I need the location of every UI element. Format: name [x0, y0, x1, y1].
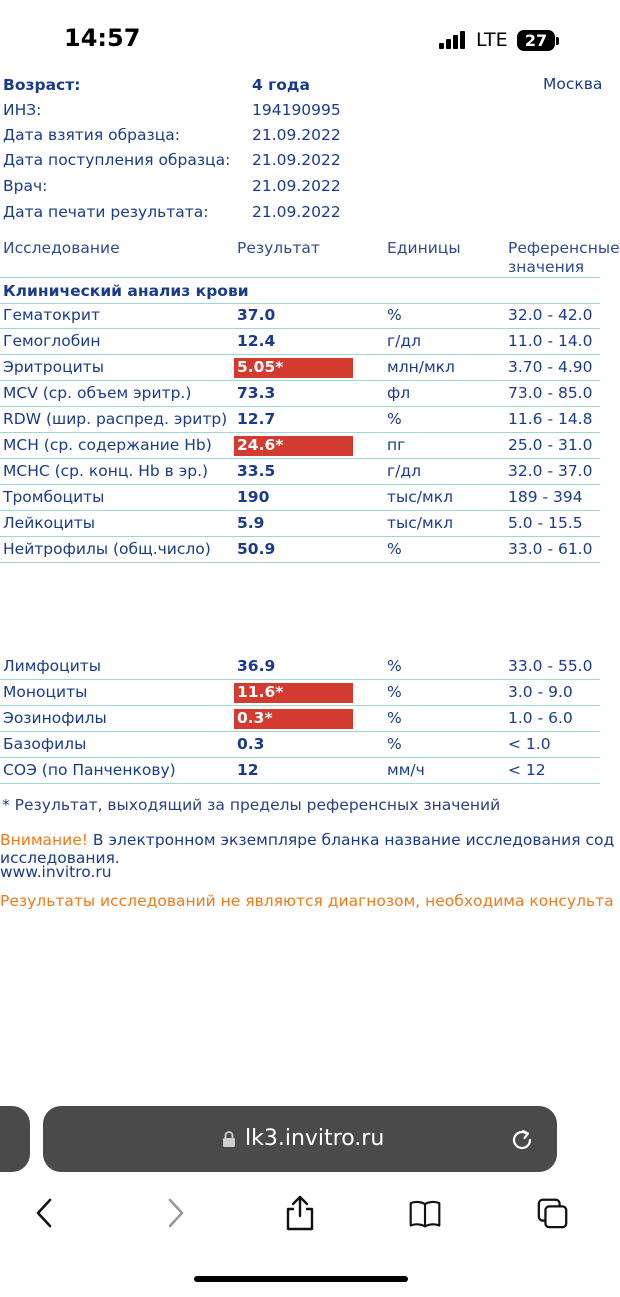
row-divider	[0, 757, 600, 758]
age-label: Возраст:	[3, 76, 81, 94]
row-units: мм/ч	[387, 761, 425, 779]
row-ref: 33.0 - 55.0	[508, 657, 593, 675]
battery-nub	[556, 37, 559, 45]
row-result: 0.3	[237, 735, 265, 753]
row-ref: 33.0 - 61.0	[508, 540, 593, 558]
row-name: СОЭ (по Панченкову)	[3, 761, 176, 779]
warning-text: В электронном экземпляре бланка название исследования сод	[88, 831, 615, 849]
row-divider	[0, 679, 600, 680]
reload-icon[interactable]	[509, 1127, 535, 1153]
table-divider	[0, 303, 600, 304]
row-ref: 32.0 - 42.0	[508, 306, 593, 324]
row-divider	[0, 484, 600, 485]
row-name: Лейкоциты	[3, 514, 96, 532]
col-header-study: Исследование	[3, 239, 120, 257]
row-divider	[0, 562, 600, 563]
row-result: 37.0	[237, 306, 276, 324]
forward-icon[interactable]	[158, 1194, 192, 1232]
row-divider	[0, 406, 600, 407]
row-ref: 3.0 - 9.0	[508, 683, 573, 701]
row-ref: 11.6 - 14.8	[508, 410, 593, 428]
row-units: фл	[387, 384, 411, 402]
row-name: Базофилы	[3, 735, 87, 753]
warning-label: Внимание!	[0, 831, 88, 849]
col-header-ref-line2: значения	[508, 258, 585, 276]
field-value-receipt-date: 21.09.2022	[252, 151, 341, 169]
row-name: Моноциты	[3, 683, 88, 701]
row-result: 33.5	[237, 462, 276, 480]
col-header-result: Результат	[237, 239, 320, 257]
row-ref: 5.0 - 15.5	[508, 514, 583, 532]
row-units: тыс/мкл	[387, 514, 453, 532]
row-ref: 1.0 - 6.0	[508, 709, 573, 727]
row-result: 11.6*	[237, 683, 284, 701]
col-header-ref-line1: Референсные	[508, 239, 620, 257]
row-name: MCH (ср. содержание Hb)	[3, 436, 212, 454]
row-ref: < 1.0	[508, 735, 551, 753]
row-ref: 11.0 - 14.0	[508, 332, 593, 350]
notice-warning	[0, 831, 614, 849]
bookmarks-icon[interactable]	[408, 1194, 442, 1232]
lock-icon	[222, 1131, 236, 1147]
battery-icon: 27	[517, 30, 555, 51]
row-result: 5.05*	[237, 358, 284, 376]
row-ref: 32.0 - 37.0	[508, 462, 593, 480]
field-label-receipt-date: Дата поступления образца:	[3, 151, 231, 169]
col-header-units: Единицы	[387, 239, 461, 257]
row-ref: 189 - 394	[508, 488, 583, 506]
footnote: * Результат, выходящий за пределы референсных значений	[2, 796, 501, 814]
row-name: Эозинофилы	[3, 709, 107, 727]
row-name: Лимфоциты	[3, 657, 102, 675]
row-divider	[0, 354, 600, 355]
row-divider	[0, 432, 600, 433]
row-result: 5.9	[237, 514, 265, 532]
row-units: %	[387, 410, 402, 428]
disclaimer: Результаты исследований не являются диагнозом, необходима консульта	[0, 892, 614, 910]
field-value-sample-date: 21.09.2022	[252, 126, 341, 144]
row-divider	[0, 380, 600, 381]
row-units: %	[387, 735, 402, 753]
row-result: 50.9	[237, 540, 276, 558]
field-value-doctor: 21.09.2022	[252, 177, 341, 195]
row-units: пг	[387, 436, 406, 454]
row-result: 12.4	[237, 332, 276, 350]
field-value-print-date: 21.09.2022	[252, 203, 341, 221]
previous-tab-stub[interactable]	[0, 1106, 30, 1172]
row-name: Гемоглобин	[3, 332, 101, 350]
table-divider	[0, 277, 600, 278]
field-label-print-date: Дата печати результата:	[3, 203, 209, 221]
row-divider	[0, 536, 600, 537]
city: Москва	[543, 75, 603, 93]
browser-toolbar	[0, 1090, 600, 1297]
row-name: RDW (шир. распред. эритр)	[3, 410, 228, 428]
row-units: г/дл	[387, 462, 421, 480]
url-text[interactable]: lk3.invitro.ru	[245, 1126, 385, 1151]
home-indicator[interactable]	[194, 1276, 408, 1282]
row-divider	[0, 731, 600, 732]
share-icon[interactable]	[283, 1194, 317, 1232]
row-divider	[0, 510, 600, 511]
row-result: 12.7	[237, 410, 276, 428]
row-name: Гематокрит	[3, 306, 100, 324]
row-name: Эритроциты	[3, 358, 104, 376]
warning-line2: исследования.	[0, 849, 120, 867]
row-units: тыс/мкл	[387, 488, 453, 506]
row-name: MCV (ср. объем эритр.)	[3, 384, 192, 402]
row-divider	[0, 705, 600, 706]
row-units: %	[387, 683, 402, 701]
signal-icon	[439, 31, 465, 49]
row-divider	[0, 328, 600, 329]
row-ref: 25.0 - 31.0	[508, 436, 593, 454]
row-result: 36.9	[237, 657, 276, 675]
row-ref: < 12	[508, 761, 546, 779]
row-units: %	[387, 540, 402, 558]
row-ref: 73.0 - 85.0	[508, 384, 593, 402]
age-value: 4 года	[252, 76, 310, 94]
row-units: %	[387, 657, 402, 675]
row-result: 0.3*	[237, 709, 273, 727]
row-units: г/дл	[387, 332, 421, 350]
network-type: LTE	[476, 29, 508, 51]
lab-report[interactable]	[0, 72, 620, 1090]
row-name: MCHC (ср. конц. Hb в эр.)	[3, 462, 209, 480]
row-units: %	[387, 709, 402, 727]
field-label-inz: ИНЗ:	[3, 101, 42, 119]
row-divider	[0, 783, 600, 784]
back-icon[interactable]	[28, 1194, 62, 1232]
field-value-inz: 194190995	[252, 101, 341, 119]
status-time: 14:57	[64, 24, 141, 52]
row-result: 24.6*	[237, 436, 284, 454]
row-result: 12	[237, 761, 259, 779]
invitro-link[interactable]: www.invitro.ru	[0, 863, 112, 881]
status-bar	[0, 0, 600, 72]
row-result: 190	[237, 488, 270, 506]
field-label-doctor: Врач:	[3, 177, 48, 195]
section-title: Клинический анализ крови	[3, 282, 249, 300]
row-units: млн/мкл	[387, 358, 455, 376]
tabs-icon[interactable]	[536, 1194, 570, 1232]
row-name: Нейтрофилы (общ.число)	[3, 540, 211, 558]
row-units: %	[387, 306, 402, 324]
row-result: 73.3	[237, 384, 276, 402]
row-divider	[0, 458, 600, 459]
row-ref: 3.70 - 4.90	[508, 358, 593, 376]
row-name: Тромбоциты	[3, 488, 105, 506]
field-label-sample-date: Дата взятия образца:	[3, 126, 181, 144]
